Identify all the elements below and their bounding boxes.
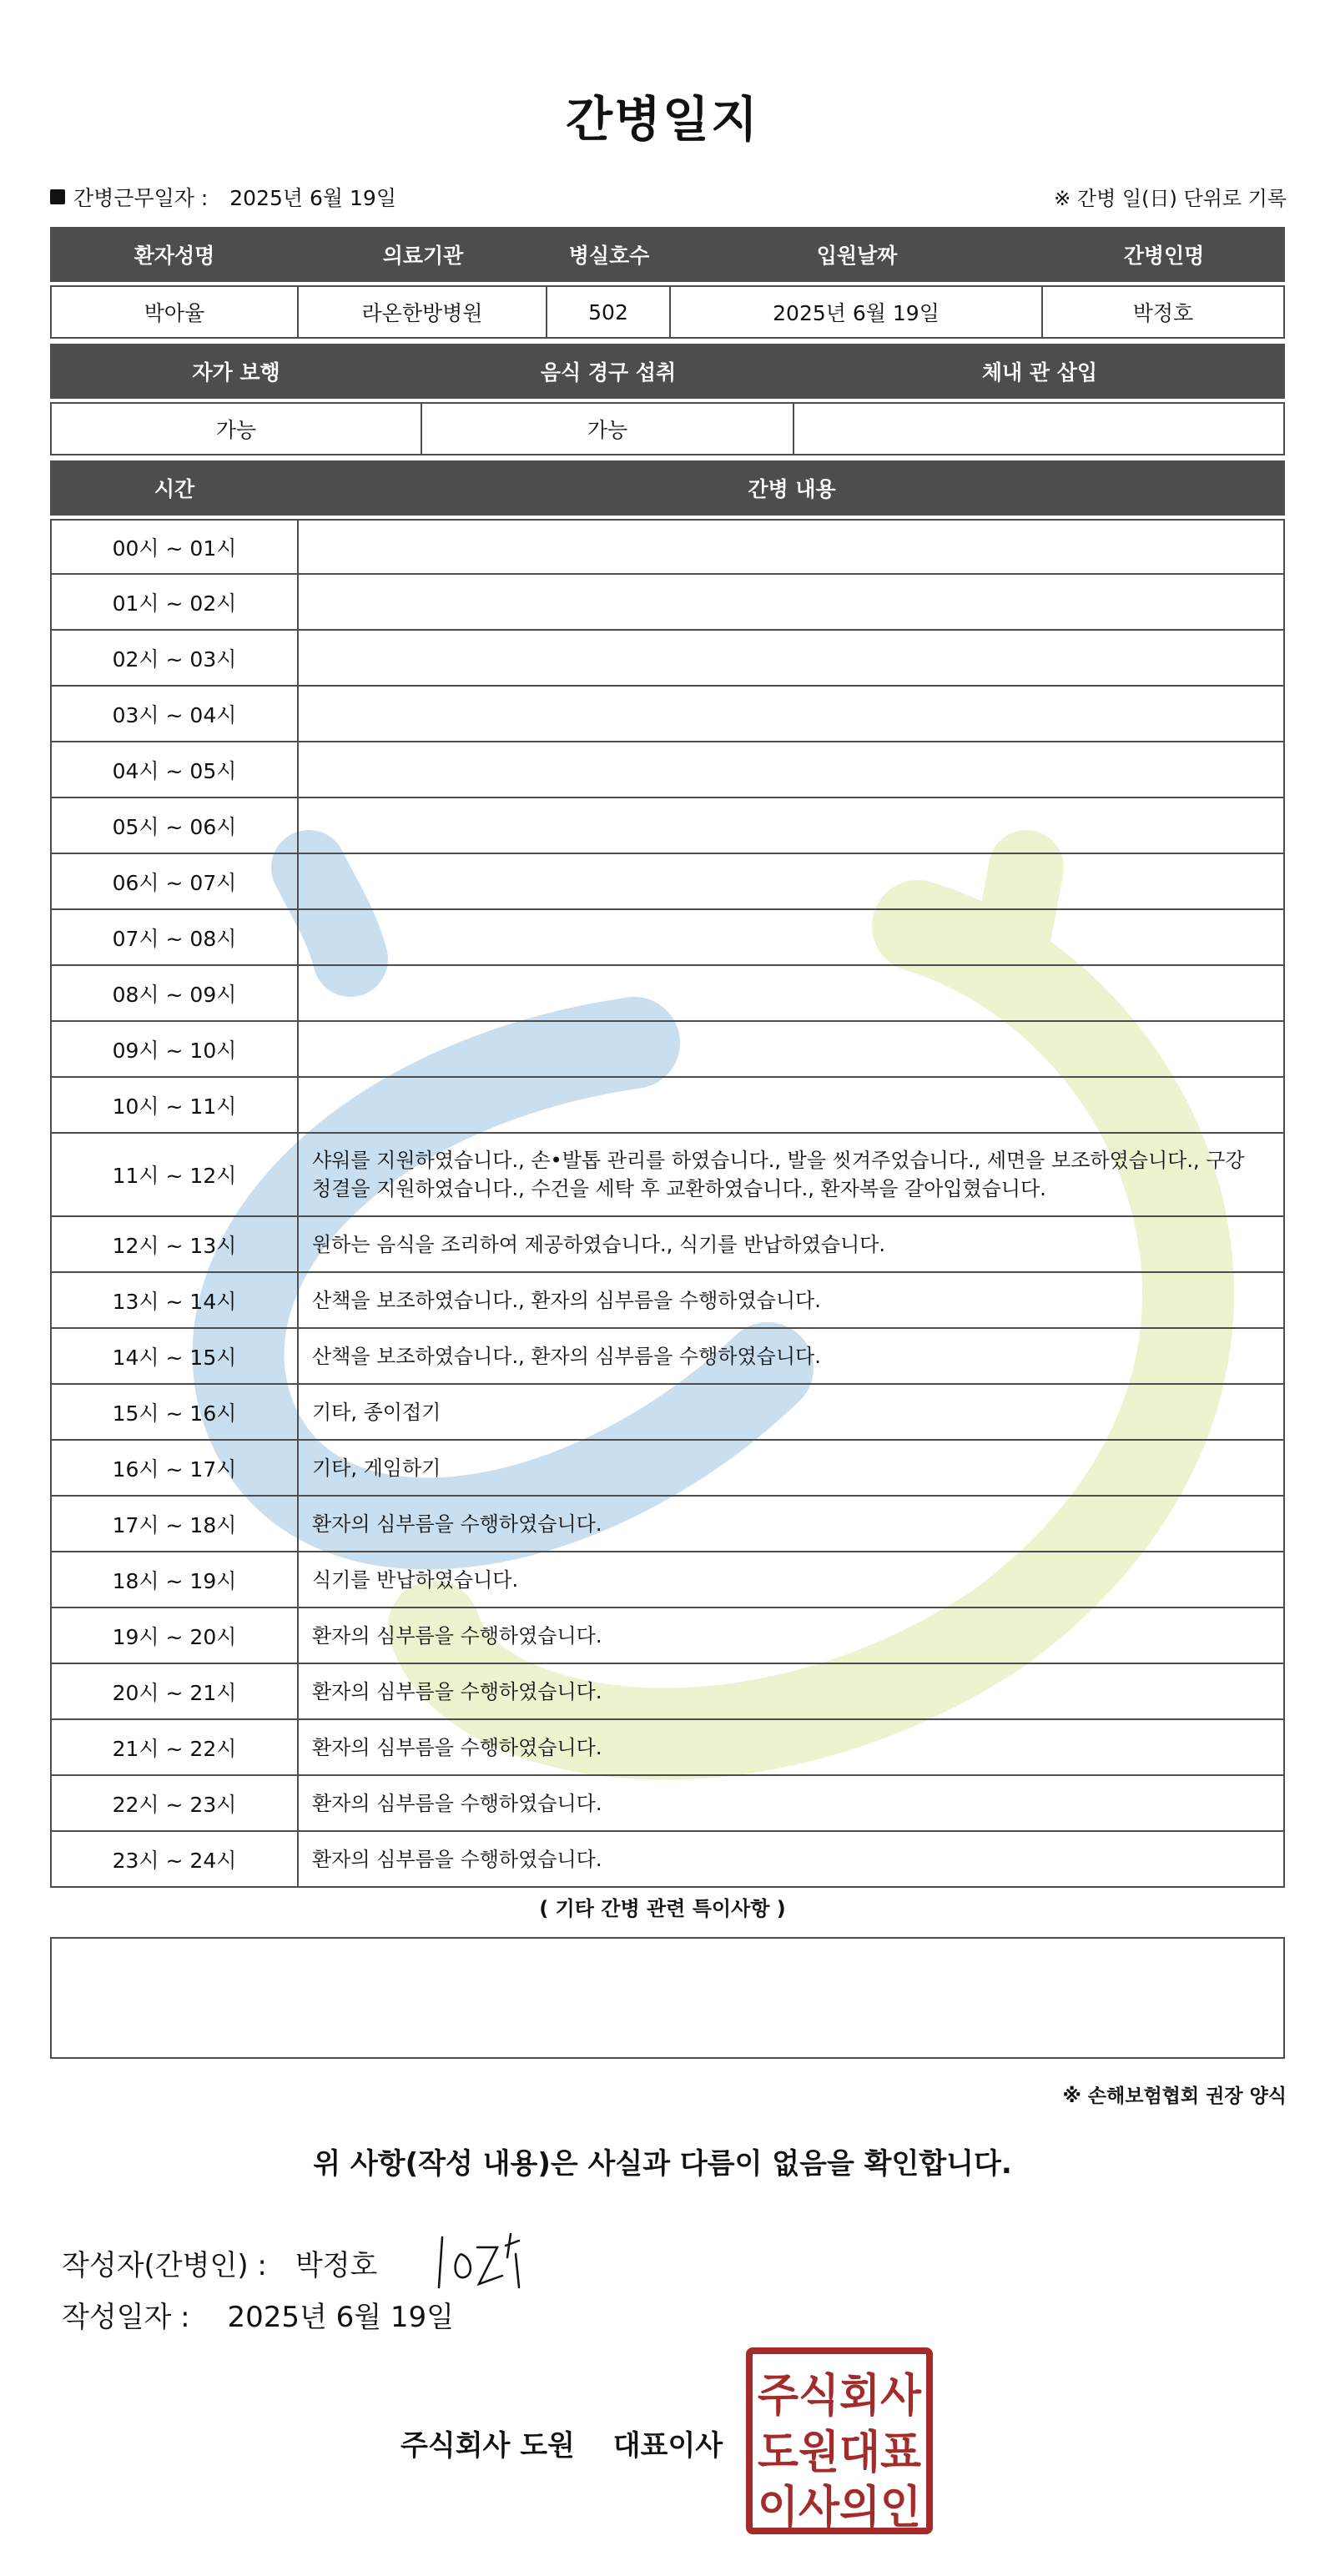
page-title: 간병일지 [565, 91, 760, 148]
log-row [50, 1441, 1285, 1497]
log-time-cell: 08시 ~ 09시 [50, 966, 299, 1022]
log-row [50, 1832, 1285, 1888]
log-header-row [50, 460, 1285, 516]
log-content-cell [299, 1078, 1285, 1134]
header-caregiver: 간병인명 [1043, 227, 1285, 282]
log-time-cell: 21시 ~ 22시 [50, 1720, 299, 1776]
log-time-cell: 01시 ~ 02시 [50, 575, 299, 631]
log-time-cell: 05시 ~ 06시 [50, 798, 299, 854]
company-line [401, 2423, 723, 2463]
log-row [50, 1552, 1285, 1608]
log-content-cell [299, 687, 1285, 742]
handwritten-signature [436, 2229, 536, 2296]
log-time-cell: 03시 ~ 04시 [50, 687, 299, 742]
log-row [50, 1608, 1285, 1664]
log-content-cell: 환자의 심부름을 수행하였습니다. [299, 1608, 1285, 1664]
log-content-cell [299, 742, 1285, 798]
log-time-cell: 19시 ~ 20시 [50, 1608, 299, 1664]
form-note: ※ 손해보험협회 권장 양식 [1062, 2085, 1287, 2107]
log-content-cell: 환자의 심부름을 수행하였습니다. [299, 1497, 1285, 1552]
log-content-cell: 환자의 심부름을 수행하였습니다. [299, 1776, 1285, 1832]
header-time: 시간 [50, 460, 299, 516]
log-content-cell [299, 519, 1285, 575]
log-row [50, 1329, 1285, 1385]
caregiver-name: 박정호 [1041, 285, 1285, 339]
special-notes-box [50, 1937, 1285, 2059]
log-row [50, 1078, 1285, 1134]
header-tube-insertion: 체내 관 삽입 [794, 344, 1285, 399]
writer-line [62, 2229, 536, 2296]
log-row [50, 910, 1285, 966]
confirmation-statement: 위 사항(작성 내용)은 사실과 다름이 없음을 확인합니다. [313, 2147, 1012, 2181]
log-content-cell: 식기를 반납하였습니다. [299, 1552, 1285, 1608]
log-time-cell: 10시 ~ 11시 [50, 1078, 299, 1134]
log-row [50, 519, 1285, 575]
svg-text:주식회사: 주식회사 [758, 2369, 922, 2422]
log-time-cell: 04시 ~ 05시 [50, 742, 299, 798]
patient-name: 박아율 [50, 285, 299, 339]
work-date-value: 2025년 6월 19일 [229, 186, 396, 210]
log-row [50, 1022, 1285, 1078]
log-time-cell: 23시 ~ 24시 [50, 1832, 299, 1888]
square-bullet-icon [50, 189, 65, 204]
work-date-label: 간병근무일자 : [73, 186, 209, 210]
log-content-cell: 기타, 게임하기 [299, 1441, 1285, 1497]
svg-text:이사의인: 이사의인 [758, 2481, 921, 2533]
log-content-cell [299, 575, 1285, 631]
oral-intake-value: 가능 [421, 402, 794, 455]
care-status-table [50, 344, 1285, 455]
room-number: 502 [546, 285, 671, 339]
log-time-cell: 15시 ~ 16시 [50, 1385, 299, 1441]
log-row [50, 1217, 1285, 1273]
patient-info-table [50, 227, 1285, 339]
log-row [50, 966, 1285, 1022]
log-row [50, 1664, 1285, 1720]
written-date-line [62, 2294, 454, 2335]
log-row [50, 631, 1285, 687]
writer-label: 작성자(간병인) : [62, 2248, 267, 2282]
self-walking-value: 가능 [50, 402, 422, 455]
log-row [50, 742, 1285, 798]
admission-date: 2025년 6월 19일 [669, 285, 1043, 339]
log-content-cell [299, 910, 1285, 966]
header-care-content: 간병 내용 [299, 460, 1285, 516]
log-content-cell: 기타, 종이접기 [299, 1385, 1285, 1441]
log-content-cell: 샤워를 지원하였습니다., 손•발톱 관리를 하였습니다., 발을 씻겨주었습니다., 세면을 보조하였습니다., 구강 청결을 지원하였습니다., 수건을 세탁 후 교환하였습니다., 환자복을 갈아입혔습니다. [299, 1134, 1285, 1217]
log-row [50, 1776, 1285, 1832]
log-row [50, 687, 1285, 742]
log-content-cell [299, 854, 1285, 910]
log-row [50, 798, 1285, 854]
company-seal-stamp [746, 2347, 933, 2534]
log-time-cell: 09시 ~ 10시 [50, 1022, 299, 1078]
log-content-cell [299, 966, 1285, 1022]
log-time-cell: 12시 ~ 13시 [50, 1217, 299, 1273]
log-row [50, 1273, 1285, 1329]
representative-title: 대표이사 [612, 2429, 723, 2463]
log-content-cell [299, 631, 1285, 687]
log-row [50, 1385, 1285, 1441]
log-time-cell: 16시 ~ 17시 [50, 1441, 299, 1497]
log-rows [50, 519, 1285, 1888]
hospital-name: 라온한방병원 [297, 285, 547, 339]
log-time-cell: 02시 ~ 03시 [50, 631, 299, 687]
log-time-cell: 22시 ~ 23시 [50, 1776, 299, 1832]
log-content-cell [299, 798, 1285, 854]
header-hospital: 의료기관 [299, 227, 547, 282]
writer-name: 박정호 [295, 2248, 378, 2282]
log-time-cell: 20시 ~ 21시 [50, 1664, 299, 1720]
log-content-cell: 환자의 심부름을 수행하였습니다. [299, 1720, 1285, 1776]
header-admission-date: 입원날짜 [671, 227, 1043, 282]
log-time-cell: 06시 ~ 07시 [50, 854, 299, 910]
header-room: 병실호수 [547, 227, 671, 282]
tube-insertion-value [793, 402, 1285, 455]
log-row [50, 854, 1285, 910]
log-time-cell: 00시 ~ 01시 [50, 519, 299, 575]
log-row [50, 575, 1285, 631]
log-row [50, 1497, 1285, 1552]
log-time-cell: 13시 ~ 14시 [50, 1273, 299, 1329]
log-content-cell: 산책을 보조하였습니다., 환자의 심부름을 수행하였습니다. [299, 1273, 1285, 1329]
log-row [50, 1134, 1285, 1217]
svg-text:도원대표: 도원대표 [758, 2426, 921, 2478]
log-content-cell: 환자의 심부름을 수행하였습니다. [299, 1664, 1285, 1720]
care-log-table [50, 460, 1285, 1888]
work-date [50, 182, 396, 212]
header-patient-name: 환자성명 [50, 227, 299, 282]
unit-note: ※ 간병 일(日) 단위로 기록 [1054, 187, 1287, 210]
company-name: 주식회사 도원 [401, 2429, 575, 2463]
log-time-cell: 07시 ~ 08시 [50, 910, 299, 966]
log-time-cell: 14시 ~ 15시 [50, 1329, 299, 1385]
log-content-cell: 산책을 보조하였습니다., 환자의 심부름을 수행하였습니다. [299, 1329, 1285, 1385]
log-content-cell [299, 1022, 1285, 1078]
written-date-label: 작성일자 : [62, 2301, 190, 2334]
header-oral-intake: 음식 경구 섭취 [422, 344, 794, 399]
header-self-walking: 자가 보행 [50, 344, 422, 399]
log-time-cell: 11시 ~ 12시 [50, 1134, 299, 1217]
log-time-cell: 18시 ~ 19시 [50, 1552, 299, 1608]
log-time-cell: 17시 ~ 18시 [50, 1497, 299, 1552]
log-row [50, 1720, 1285, 1776]
written-date-value: 2025년 6월 19일 [227, 2301, 455, 2334]
log-content-cell: 원하는 음식을 조리하여 제공하였습니다., 식기를 반납하였습니다. [299, 1217, 1285, 1273]
special-notes-title: ( 기타 간병 관련 특이사항 ) [539, 1897, 786, 1920]
log-content-cell: 환자의 심부름을 수행하였습니다. [299, 1832, 1285, 1888]
